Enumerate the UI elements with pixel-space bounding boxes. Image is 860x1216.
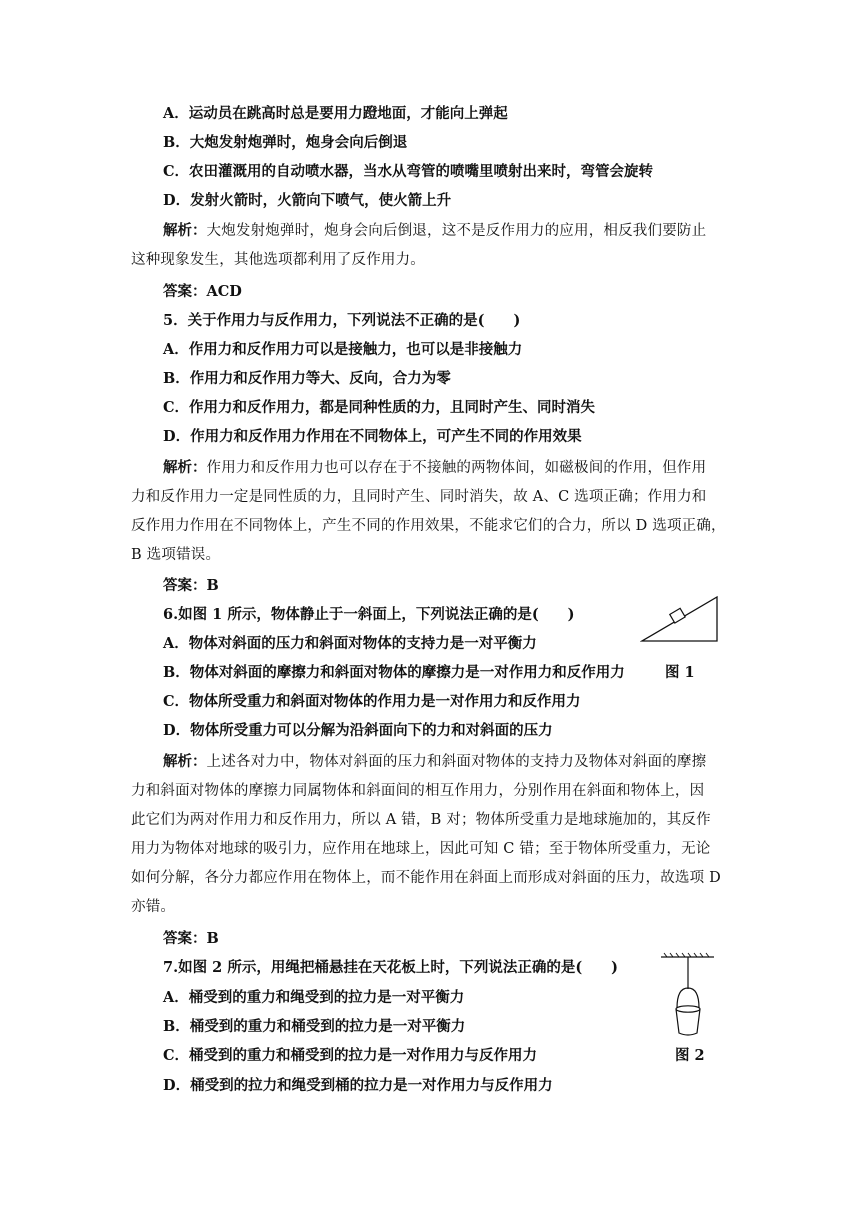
explanation-label: 解析：	[163, 753, 207, 770]
q4-explanation-line: 这种现象发生，其他选项都利用了反作用力。	[131, 252, 425, 268]
figure-2-label: 图 2	[675, 1047, 705, 1064]
q6-explanation-line: 力和斜面对物体的摩擦力同属物体和斜面间的相互作用力，分别作用在斜面和物体上，因	[131, 783, 705, 799]
q5-option-c: C．作用力和反作用力，都是同种性质的力，且同时产生、同时消失	[163, 399, 596, 416]
q6-answer	[163, 929, 219, 949]
block-on-incline	[670, 608, 685, 623]
q5-explanation-line: B 选项错误。	[131, 547, 221, 563]
q7-stem: 7.如图 2 所示，用绳把桶悬挂在天花板上时，下列说法正确的是( )	[163, 959, 619, 976]
q6-option-d: D．物体所受重力可以分解为沿斜面向下的力和对斜面的压力	[163, 722, 553, 739]
q7-option-d: D．桶受到的拉力和绳受到桶的拉力是一对作用力与反作用力	[163, 1077, 553, 1094]
q5-option-d: D．作用力和反作用力作用在不同物体上，可产生不同的作用效果	[163, 428, 582, 445]
q6-explanation-line: 如何分解，各分力都应作用在物体上，而不能作用在斜面上而形成对斜面的压力，故选项 D	[131, 870, 721, 886]
q6-explanation-line	[163, 752, 706, 772]
q6-explanation-line: 亦错。	[131, 899, 176, 915]
q6-option-c: C．物体所受重力和斜面对物体的作用力是一对作用力和反作用力	[163, 693, 581, 710]
bucket-body	[676, 1009, 700, 1035]
explanation-label: 解析：	[163, 222, 207, 239]
q6-explanation-line: 用力为物体对地球的吸引力，应作用在地球上，因此可知 C 错；至于物体所受重力，无论	[131, 841, 711, 857]
q5-explanation-line: 反作用力作用在不同物体上，产生不同的作用效果，不能求它们的合力，所以 D 选项正确，	[131, 518, 726, 534]
q4-option-c: C．农田灌溉用的自动喷水器，当水从弯管的喷嘴里喷射出来时，弯管会旋转	[163, 163, 654, 180]
answer-label: 答案：	[163, 930, 207, 947]
answer-value: B	[206, 930, 219, 947]
explanation-text: 大炮发射炮弹时，炮身会向后倒退，这不是反作用力的应用，相反我们要防止	[206, 223, 707, 239]
bucket-rim	[676, 1006, 700, 1012]
q6-option-b: B．物体对斜面的摩擦力和斜面对物体的摩擦力是一对作用力和反作用力	[163, 664, 625, 681]
explanation-label: 解析：	[163, 459, 207, 476]
q5-explanation-line: 力和反作用力一定是同性质的力，且同时产生、同时消失，故 A、C 选项正确；作用力和	[131, 489, 707, 505]
q4-option-d: D．发射火箭时，火箭向下喷气，使火箭上升	[163, 192, 452, 209]
q5-stem: 5．关于作用力与反作用力，下列说法不正确的是( )	[163, 312, 521, 329]
q5-option-b: B．作用力和反作用力等大、反向，合力为零	[163, 370, 451, 387]
answer-value: ACD	[206, 283, 242, 300]
q7-option-b: B．桶受到的重力和桶受到的拉力是一对平衡力	[163, 1018, 466, 1035]
q5-answer	[163, 576, 219, 596]
q4-answer	[163, 282, 242, 302]
answer-value: B	[206, 577, 219, 594]
answer-label: 答案：	[163, 577, 207, 594]
answer-label: 答案：	[163, 283, 207, 300]
q5-option-a: A．作用力和反作用力可以是接触力，也可以是非接触力	[163, 341, 523, 358]
q4-option-a: A．运动员在跳高时总是要用力蹬地面，才能向上弹起	[163, 105, 508, 122]
q5-explanation-line	[163, 458, 706, 478]
q4-option-b: B．大炮发射炮弹时，炮身会向后倒退	[163, 134, 408, 151]
figure-1-label: 图 1	[665, 664, 695, 681]
explanation-text: 上述各对力中，物体对斜面的压力和斜面对物体的支持力及物体对斜面的摩擦	[206, 754, 707, 770]
incline-figure	[640, 594, 720, 644]
bucket-figure	[658, 952, 718, 1042]
q7-option-c: C．桶受到的重力和桶受到的拉力是一对作用力与反作用力	[163, 1047, 538, 1064]
q6-stem: 6.如图 1 所示，物体静止于一斜面上，下列说法正确的是( )	[163, 606, 575, 623]
q4-explanation-line	[163, 221, 706, 241]
q6-explanation-line: 此它们为两对作用力和反作用力，所以 A 错，B 对；物体所受重力是地球施加的，其反作	[131, 812, 711, 828]
q7-option-a: A．桶受到的重力和绳受到的拉力是一对平衡力	[163, 989, 465, 1006]
bucket-handle	[677, 988, 699, 1008]
explanation-text: 作用力和反作用力也可以存在于不接触的两物体间，如磁极间的作用，但作用	[206, 460, 707, 476]
q6-option-a: A．物体对斜面的压力和斜面对物体的支持力是一对平衡力	[163, 635, 537, 652]
